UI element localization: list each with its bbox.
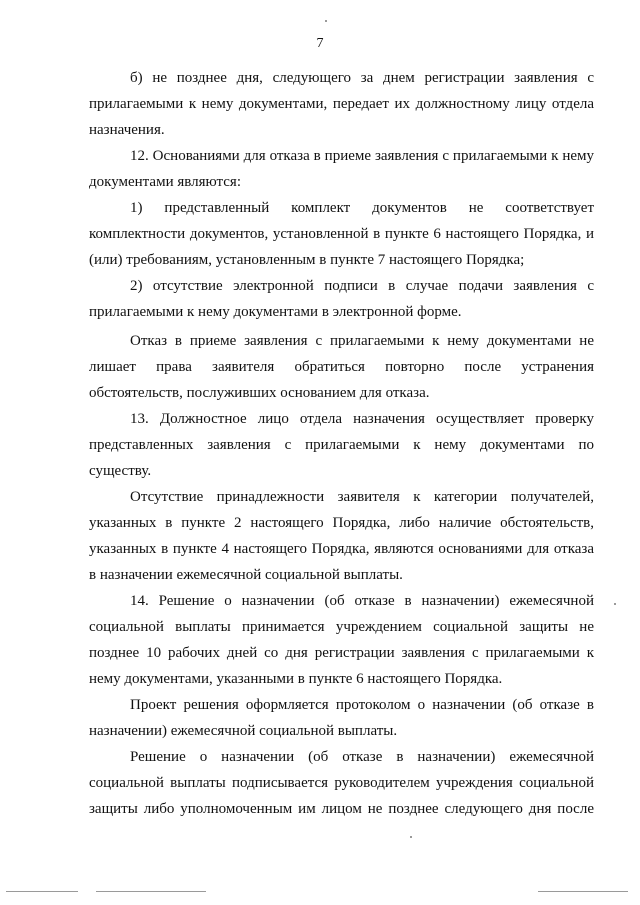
scan-edge-line xyxy=(538,891,628,892)
text-line: (или) требованиям, установленным в пункте 7 настоящего Порядка; xyxy=(89,252,525,268)
scan-edge-line xyxy=(6,891,78,892)
text-line: лишает права заявителя обратиться повторно после устранения xyxy=(89,359,594,375)
text-line: Решение о назначении (об отказе в назначении) ежемесячной xyxy=(130,749,594,765)
scan-edge-line xyxy=(96,891,206,892)
text-line: прилагаемыми к нему документами в электронной форме. xyxy=(89,304,462,320)
text-line: назначения. xyxy=(89,122,165,138)
text-line: позднее 10 рабочих дней со дня регистрации заявления с прилагаемыми к xyxy=(89,645,594,661)
text-line: Отсутствие принадлежности заявителя к категории получателей, xyxy=(130,489,594,505)
scan-speck xyxy=(614,603,616,605)
text-line: защиты либо уполномоченным им лицом не позднее следующего дня после xyxy=(89,801,594,817)
text-line: существу. xyxy=(89,463,152,479)
text-line: в назначении ежемесячной социальной выплаты. xyxy=(89,567,403,583)
text-line: указанных в пункте 4 настоящего Порядка, являются основаниями для отказа xyxy=(89,541,594,557)
text-line: указанных в пункте 2 настоящего Порядка, либо наличие обстоятельств, xyxy=(89,515,594,531)
text-line: 2) отсутствие электронной подписи в случае подачи заявления с xyxy=(130,278,594,294)
text-line: б) не позднее дня, следующего за днем регистрации заявления с xyxy=(130,70,594,86)
text-line: социальной выплаты подписывается руководителем учреждения социальной xyxy=(89,775,594,791)
text-line: назначении) ежемесячной социальной выплаты. xyxy=(89,723,398,739)
text-line: 14. Решение о назначении (об отказе в назначении) ежемесячной xyxy=(130,593,594,609)
scan-speck xyxy=(325,20,327,22)
text-line: Отказ в приеме заявления с прилагаемыми к нему документами не xyxy=(130,333,594,349)
page-number: 7 xyxy=(316,36,324,51)
text-line: обстоятельств, послуживших основанием для отказа. xyxy=(89,385,430,401)
text-line: 12. Основаниями для отказа в приеме заявления с прилагаемыми к нему xyxy=(130,148,594,164)
text-line: документами являются: xyxy=(89,174,241,190)
text-line: представленных заявления с прилагаемыми к нему документами по xyxy=(89,437,594,453)
text-line: комплектности документов, установленной в пункте 6 настоящего Порядка, и xyxy=(89,226,594,242)
scan-speck xyxy=(410,836,412,838)
text-line: нему документами, указанными в пункте 6 настоящего Порядка. xyxy=(89,671,503,687)
text-line: 13. Должностное лицо отдела назначения осуществляет проверку xyxy=(130,411,594,427)
text-line: Проект решения оформляется протоколом о назначении (об отказе в xyxy=(130,697,594,713)
text-line: прилагаемыми к нему документами, передает их должностному лицу отдела xyxy=(89,96,594,112)
text-line: социальной выплаты принимается учреждением социальной защиты не xyxy=(89,619,594,635)
text-line: 1) представленный комплект документов не соответствует xyxy=(130,200,594,216)
